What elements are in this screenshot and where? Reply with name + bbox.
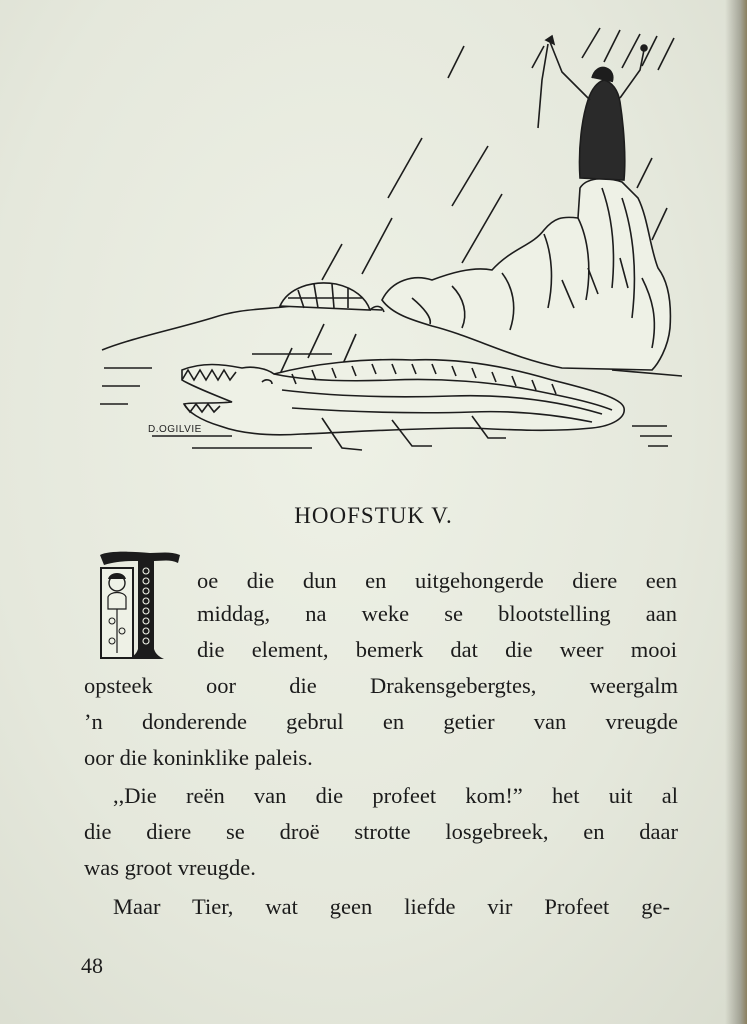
- chapter-title: HOOFSTUK V.: [294, 503, 453, 528]
- body-line-2: middag, na weke se blootstelling aan: [197, 601, 677, 626]
- body-line-6: oor die koninklike paleis.: [84, 745, 313, 770]
- body-line-4: opsteek oor die Drakensgebergtes, weergalm: [84, 673, 678, 698]
- body-line-8: die diere se droë strotte losgebreek, en daar: [84, 819, 678, 844]
- page-edge-shadow: [725, 0, 747, 1024]
- body-line-9: was groot vreugde.: [84, 855, 256, 880]
- body-line-3: die element, bemerk dat die weer mooi: [197, 637, 677, 662]
- body-line-5: ’n donderende gebrul en getier van vreugde: [84, 709, 678, 734]
- chapter-illustration: [92, 18, 682, 458]
- illustrator-signature: D.OGILVIE: [148, 424, 202, 435]
- body-line-10: Maar Tier, wat geen liefde vir Profeet ge-: [113, 894, 670, 919]
- body-line-1: oe die dun en uitgehongerde diere een: [197, 568, 677, 593]
- body-line-7: ,,Die reën van die profeet kom!” het uit al: [113, 783, 678, 808]
- page-number: 48: [81, 953, 103, 978]
- decorative-dropcap-t: [98, 549, 182, 661]
